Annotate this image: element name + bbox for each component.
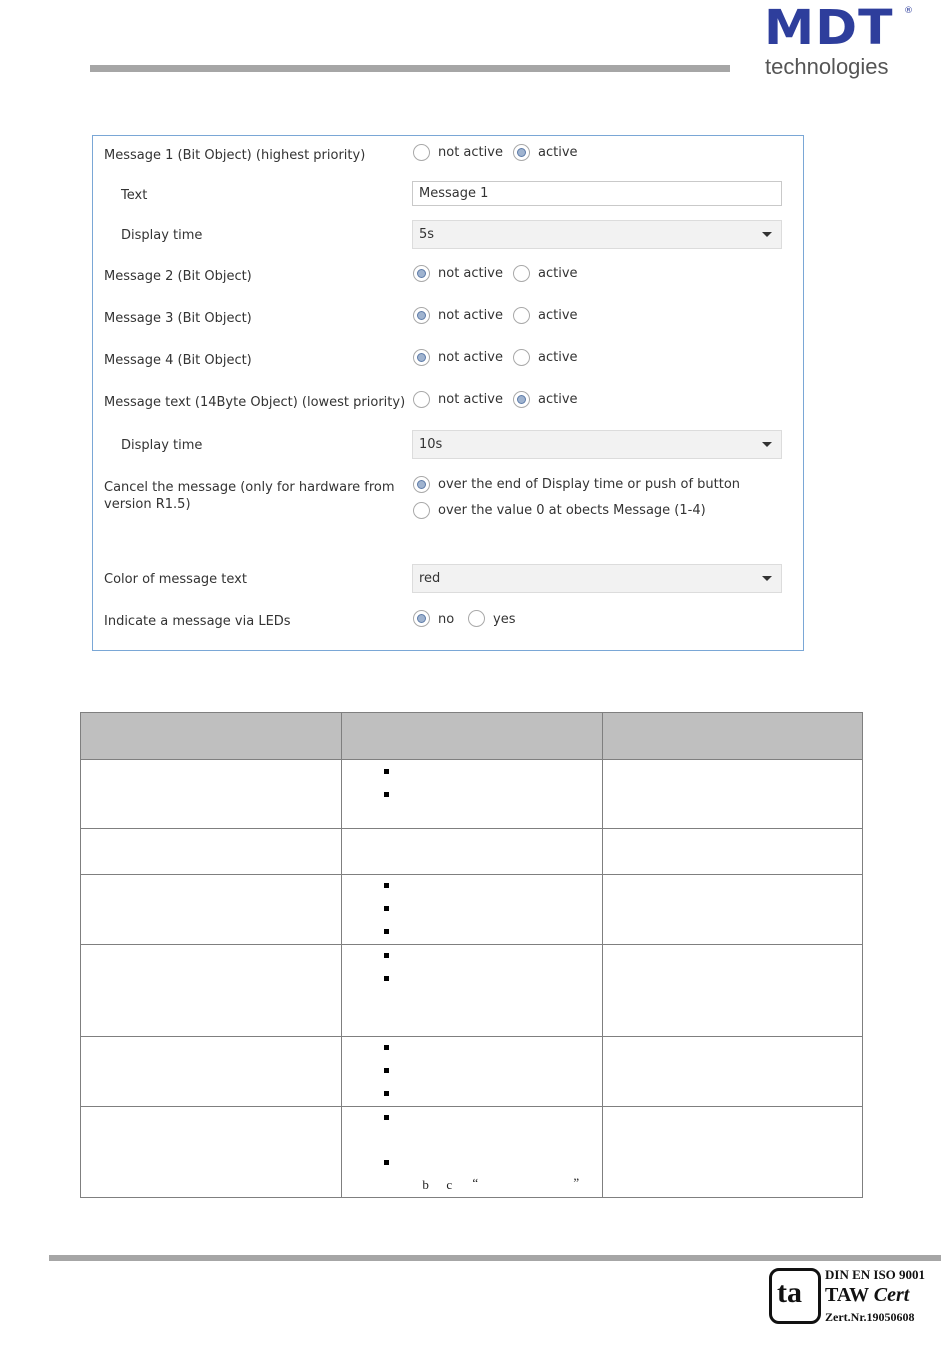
list-bullet <box>342 1037 601 1060</box>
led-indication-label: Indicate a message via LEDs <box>104 614 291 629</box>
text-label: Text <box>121 188 148 203</box>
list-bullet <box>342 1152 601 1175</box>
message4-active-label: active <box>538 350 578 365</box>
message3-active-label: active <box>538 308 578 323</box>
message1-text-input[interactable]: Message 1 <box>412 181 782 206</box>
header-rule <box>90 65 730 72</box>
table-cell <box>602 875 862 945</box>
message2-active-label: active <box>538 266 578 281</box>
list-bullet <box>342 1083 601 1106</box>
message-text-label: Message text (14Byte Object) (lowest priority) <box>104 395 406 410</box>
taw-logo-mark: ta <box>777 1276 802 1309</box>
table-cell <box>602 945 862 1037</box>
message2-active-radio[interactable] <box>513 265 530 282</box>
cert-standard: DIN EN ISO 9001 <box>825 1267 926 1282</box>
table-cell <box>342 1107 602 1198</box>
message1-active-label: active <box>538 145 578 160</box>
cert-name-cert: Cert <box>873 1284 910 1306</box>
table-cell <box>81 829 342 875</box>
cancel-message-label: Cancel the message (only for hardware from <box>104 480 395 495</box>
table-header-cell <box>602 713 862 760</box>
message4-label: Message 4 (Bit Object) <box>104 353 252 368</box>
message1-label: Message 1 (Bit Object) (highest priority) <box>104 148 366 163</box>
message1-not-active-radio[interactable] <box>413 144 430 161</box>
table-cell <box>81 945 342 1037</box>
message3-active-radio[interactable] <box>513 307 530 324</box>
text-fragment-c: c <box>446 1177 453 1192</box>
display-time-value-2: 10s <box>419 437 443 452</box>
color-select[interactable] <box>412 564 782 593</box>
cancel-option-value-zero-radio[interactable] <box>413 502 430 519</box>
table-cell <box>81 875 342 945</box>
table-cell <box>342 760 602 829</box>
message4-not-active-label: not active <box>438 350 503 365</box>
cancel-message-label-2: version R1.5) <box>104 497 191 512</box>
table-header-cell <box>342 713 602 760</box>
cancel-option-display-time-label: over the end of Display time or push of button <box>438 477 741 492</box>
parameter-table <box>80 712 863 1198</box>
list-bullet <box>342 945 601 968</box>
chevron-down-icon <box>762 576 772 581</box>
table-row <box>81 945 863 1037</box>
certification-badge <box>769 1265 939 1327</box>
list-bullet <box>342 968 601 991</box>
list-bullet <box>342 761 601 784</box>
logo-subtitle: technologies <box>765 54 889 79</box>
table-row <box>81 1107 863 1198</box>
display-time-label: Display time <box>121 228 203 243</box>
table-row <box>81 1037 863 1107</box>
color-value: red <box>419 571 441 586</box>
table-cell <box>342 945 602 1037</box>
led-yes-radio[interactable] <box>468 610 485 627</box>
message-text-not-active-radio[interactable] <box>413 391 430 408</box>
list-bullet <box>342 875 601 898</box>
table-cell <box>81 760 342 829</box>
list-bullet <box>342 1107 601 1130</box>
message4-not-active-radio[interactable] <box>413 349 430 366</box>
message-text-active-label: active <box>538 392 578 407</box>
table-cell <box>602 760 862 829</box>
list-bullet <box>342 784 601 807</box>
table-cell <box>81 1037 342 1107</box>
color-label: Color of message text <box>104 572 247 587</box>
table-row <box>81 760 863 829</box>
table-header-cell <box>81 713 342 760</box>
message-text-not-active-label: not active <box>438 392 503 407</box>
list-bullet <box>342 921 601 944</box>
chevron-down-icon <box>762 232 772 237</box>
taw-cert-logo <box>769 1268 821 1324</box>
led-no-radio[interactable] <box>413 610 430 627</box>
message3-label: Message 3 (Bit Object) <box>104 311 252 326</box>
settings-panel <box>92 135 804 651</box>
list-bullet <box>342 1060 601 1083</box>
message-text-active-radio[interactable] <box>513 391 530 408</box>
logo-registered: ® <box>904 6 913 16</box>
text-fragment-close-quote: ” <box>573 1175 580 1190</box>
display-time-select-1[interactable] <box>412 220 782 249</box>
table-cell <box>342 875 602 945</box>
led-no-label: no <box>438 612 455 627</box>
table-cell <box>342 1037 602 1107</box>
table-cell <box>342 829 602 875</box>
text-fragment-b: b <box>422 1177 429 1192</box>
table-cell <box>602 1107 862 1198</box>
table-header-row <box>81 713 863 760</box>
led-yes-label: yes <box>493 612 516 627</box>
table-row <box>81 829 863 875</box>
cert-name <box>825 1284 909 1307</box>
message2-label: Message 2 (Bit Object) <box>104 269 252 284</box>
text-fragment-open-quote: “ <box>472 1175 479 1190</box>
footer-rule <box>49 1255 941 1261</box>
display-time-select-2[interactable] <box>412 430 782 459</box>
message2-not-active-label: not active <box>438 266 503 281</box>
display-time-value-1: 5s <box>419 227 435 242</box>
message1-active-radio[interactable] <box>513 144 530 161</box>
logo-mark: MDT <box>764 0 894 56</box>
table-cell <box>602 829 862 875</box>
cert-name-taw: TAW <box>825 1284 869 1306</box>
cert-number: Zert.Nr.19050608 <box>825 1310 915 1324</box>
message4-active-radio[interactable] <box>513 349 530 366</box>
mdt-logo <box>764 0 914 80</box>
cancel-option-display-time-radio[interactable] <box>413 476 430 493</box>
message3-not-active-label: not active <box>438 308 503 323</box>
table-cell <box>602 1037 862 1107</box>
chevron-down-icon <box>762 442 772 447</box>
message2-not-active-radio[interactable] <box>413 265 430 282</box>
list-bullet <box>342 898 601 921</box>
table-cell <box>81 1107 342 1198</box>
message3-not-active-radio[interactable] <box>413 307 430 324</box>
cancel-option-value-zero-label: over the value 0 at obects Message (1-4) <box>438 503 706 518</box>
display-time-label-2: Display time <box>121 438 203 453</box>
table-row <box>81 875 863 945</box>
message1-not-active-label: not active <box>438 145 503 160</box>
